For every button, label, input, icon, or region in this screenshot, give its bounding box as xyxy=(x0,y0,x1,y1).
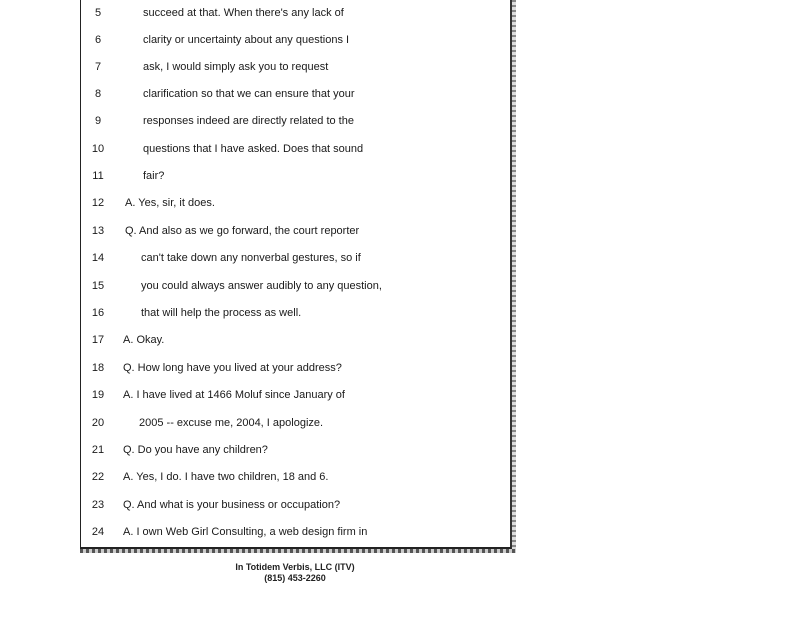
line-number: 9 xyxy=(94,115,102,127)
transcript-line xyxy=(81,413,511,433)
transcript-page xyxy=(80,0,512,549)
line-number: 8 xyxy=(94,88,102,100)
line-number: 7 xyxy=(94,61,102,73)
transcript-line xyxy=(81,303,511,323)
line-text: 2005 -- excuse me, 2004, I apologize. xyxy=(139,417,324,429)
line-number: 15 xyxy=(91,280,105,292)
transcript-line xyxy=(81,139,511,159)
transcript-line xyxy=(81,276,511,296)
line-text: clarity or uncertainty about any questions I xyxy=(143,34,350,46)
line-number: 18 xyxy=(91,362,105,374)
transcript-line xyxy=(81,193,511,213)
line-text: ask, I would simply ask you to request xyxy=(143,61,329,73)
transcript-line xyxy=(81,440,511,460)
transcript-line xyxy=(81,467,511,487)
line-text: Q. Do you have any children? xyxy=(123,444,268,456)
line-text: Q. And what is your business or occupation? xyxy=(123,499,341,511)
line-text: Q. How long have you lived at your address? xyxy=(123,362,342,374)
line-text: A. I own Web Girl Consulting, a web design firm in xyxy=(123,526,368,538)
transcript-line xyxy=(81,57,511,77)
transcript-line xyxy=(81,522,511,542)
line-text: that will help the process as well. xyxy=(141,307,302,319)
transcript-line xyxy=(81,166,511,186)
line-number: 10 xyxy=(91,143,105,155)
line-text: clarification so that we can ensure that your xyxy=(143,88,355,100)
footer-company: In Totidem Verbis, LLC (ITV) xyxy=(235,562,355,572)
line-number: 5 xyxy=(94,7,102,19)
line-text: A. I have lived at 1466 Moluf since January of xyxy=(123,389,345,401)
line-number: 22 xyxy=(91,471,105,483)
line-text: succeed at that. When there's any lack of xyxy=(143,7,344,19)
line-text: A. Yes, I do. I have two children, 18 and 6. xyxy=(123,471,329,483)
line-number: 20 xyxy=(91,417,105,429)
line-text: you could always answer audibly to any question, xyxy=(141,280,382,292)
line-text: can't take down any nonverbal gestures, so if xyxy=(141,252,361,264)
line-number: 11 xyxy=(92,170,104,182)
transcript-line xyxy=(81,84,511,104)
footer-phone: (815) 453-2260 xyxy=(264,573,326,583)
line-number: 23 xyxy=(91,499,105,511)
line-number: 17 xyxy=(91,334,105,346)
transcript-line xyxy=(81,3,511,23)
line-text: responses indeed are directly related to the xyxy=(143,115,354,127)
line-number: 14 xyxy=(91,252,105,264)
line-number: 19 xyxy=(91,389,105,401)
line-number: 13 xyxy=(91,225,105,237)
line-text: A. Okay. xyxy=(123,334,165,346)
line-number: 21 xyxy=(91,444,105,456)
line-number: 6 xyxy=(94,34,102,46)
line-text: fair? xyxy=(143,170,165,182)
line-text: Q. And also as we go forward, the court reporter xyxy=(125,225,360,237)
transcript-line xyxy=(81,495,511,515)
transcript-line xyxy=(81,385,511,405)
page-edge-shadow xyxy=(512,0,516,553)
transcript-line xyxy=(81,221,511,241)
line-text: A. Yes, sir, it does. xyxy=(125,197,215,209)
page-bottom-shadow xyxy=(80,549,516,553)
line-text: questions that I have asked. Does that sound xyxy=(143,143,364,155)
transcript-line xyxy=(81,248,511,268)
line-number: 16 xyxy=(91,307,105,319)
transcript-line xyxy=(81,330,511,350)
transcript-line xyxy=(81,358,511,378)
line-number: 24 xyxy=(91,526,105,538)
line-number: 12 xyxy=(91,197,105,209)
transcript-line xyxy=(81,30,511,50)
transcript-line xyxy=(81,111,511,131)
